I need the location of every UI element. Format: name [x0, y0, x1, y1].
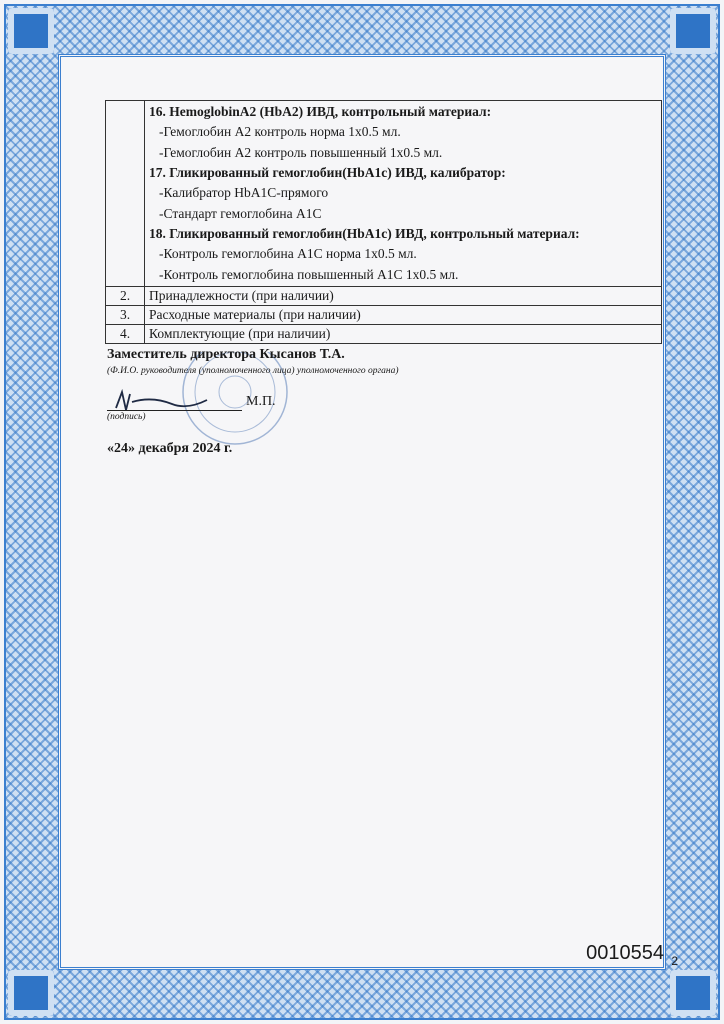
page-number: 2	[671, 954, 678, 968]
seal-place-label: М.П.	[246, 394, 276, 409]
table-row	[106, 306, 662, 325]
spec-table	[105, 100, 662, 344]
row-text: Принадлежности (при наличии)	[145, 287, 662, 306]
row-number: 2.	[106, 287, 145, 306]
row-text: Расходные материалы (при наличии)	[145, 306, 662, 325]
table-row	[106, 287, 662, 306]
item-line: -Контроль гемоглобина повышенный A1C 1х0.5 мл.	[159, 266, 459, 282]
row-text: Комплектующие (при наличии)	[145, 325, 662, 344]
signature-caption: (подпись)	[107, 412, 146, 422]
item-line: -Калибратор HbA1C-прямого	[159, 185, 329, 200]
item-title: 17. Гликированный гемоглобин(HbA1c) ИВД, калибратор:	[149, 165, 506, 180]
serial-number: 0010554	[586, 942, 664, 964]
item-line: -Стандарт гемоглобина A1C	[159, 205, 322, 221]
row-number: 3.	[106, 306, 145, 325]
table-row	[106, 101, 662, 287]
signature-line	[107, 410, 242, 411]
signatory-name: Заместитель директора Кысанов Т.А.	[107, 347, 345, 362]
corner-ornament-icon	[8, 8, 54, 54]
table-row	[106, 325, 662, 344]
row-number	[106, 101, 145, 287]
signatory-caption: (Ф.И.О. руководителя (уполномоченного лица) уполномоченного органа)	[107, 366, 399, 376]
corner-ornament-icon	[8, 970, 54, 1016]
row-number: 4.	[106, 325, 145, 344]
item-line: -Гемоглобин А2 контроль норма 1х0.5 мл.	[159, 124, 401, 139]
corner-ornament-icon	[670, 8, 716, 54]
corner-ornament-icon	[670, 970, 716, 1016]
item-line: -Гемоглобин А2 контроль повышенный 1х0.5 мл.	[159, 144, 443, 160]
issue-date: «24» декабря 2024 г.	[107, 441, 233, 456]
item-title: 16. HemoglobinA2 (HbA2) ИВД, контрольный материал:	[149, 104, 492, 119]
item-list-cell	[145, 101, 662, 287]
item-line: -Контроль гемоглобина A1C норма 1х0.5 мл.	[159, 246, 417, 261]
item-title: 18. Гликированный гемоглобин(HbA1c) ИВД, контрольный материал:	[149, 226, 580, 241]
